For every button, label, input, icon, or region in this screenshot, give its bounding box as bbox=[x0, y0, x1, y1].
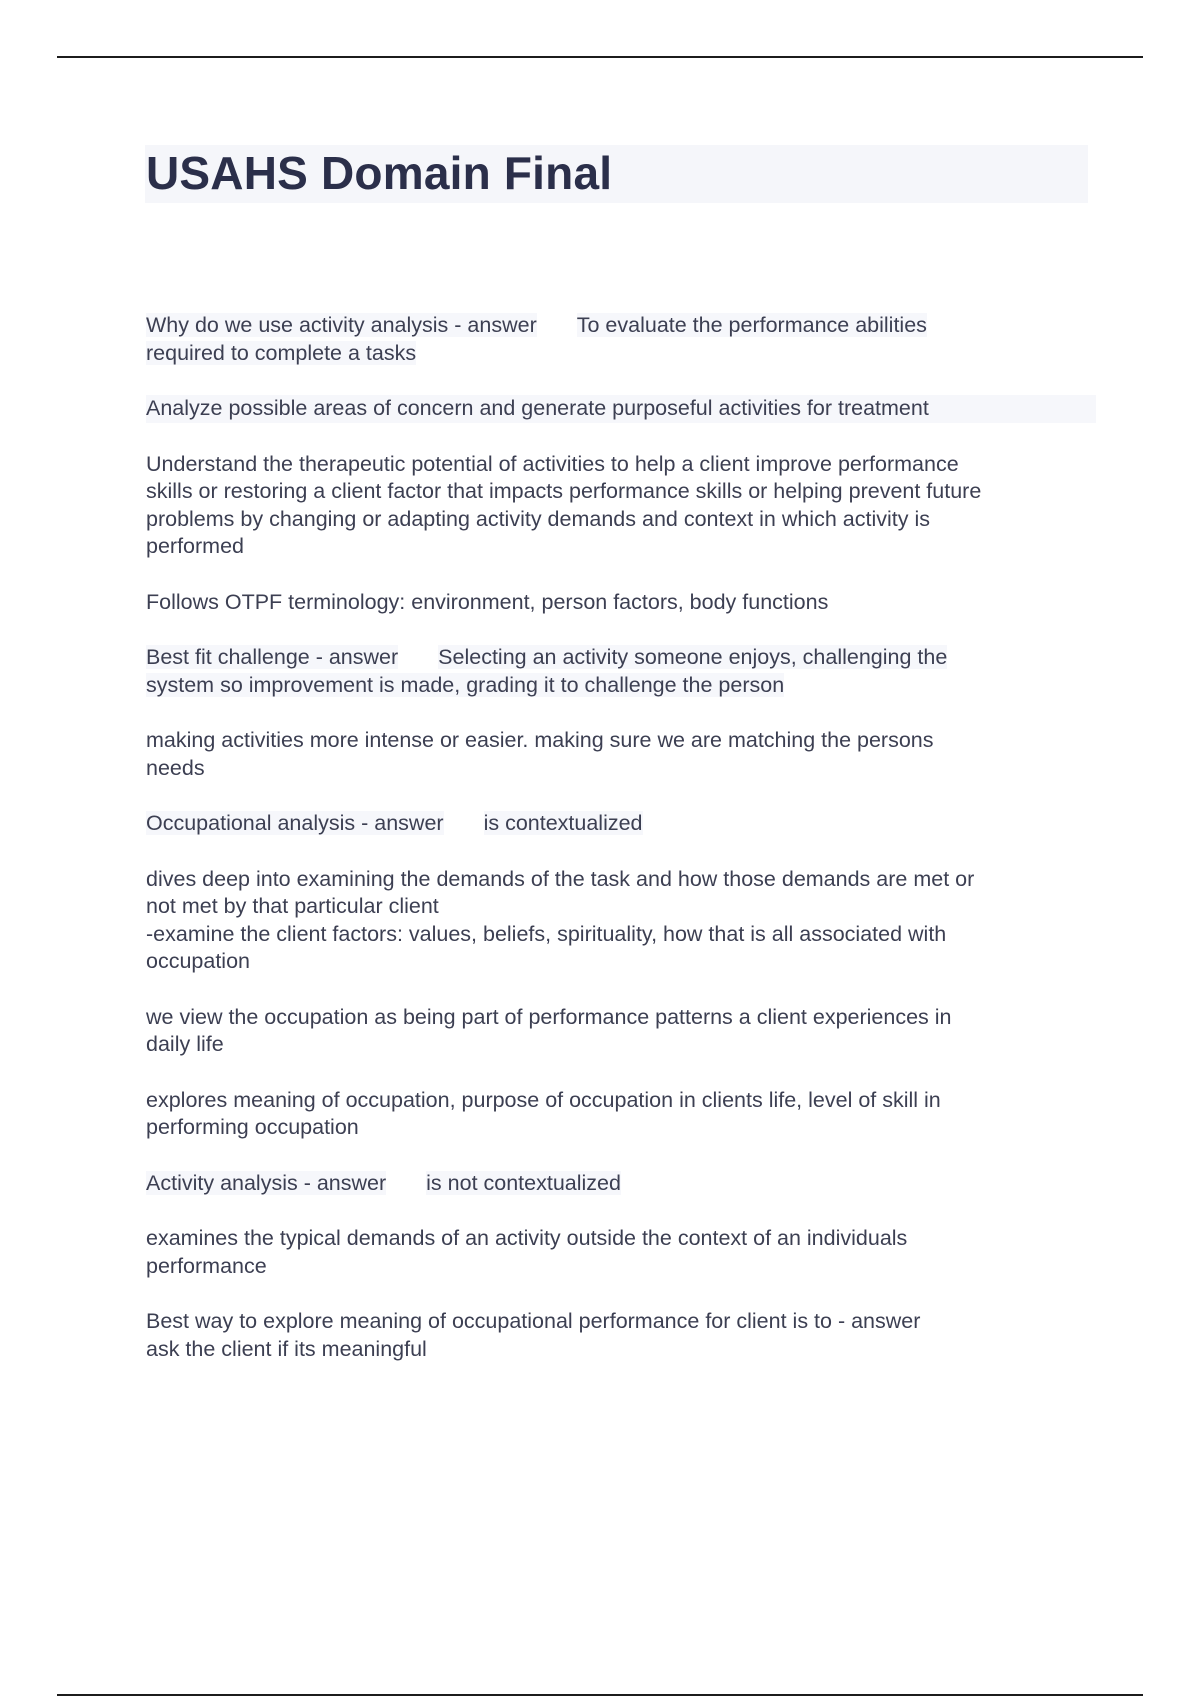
qa-first-line bbox=[146, 1170, 1096, 1198]
answer-paragraph bbox=[146, 1087, 1096, 1142]
paragraph-line: skills or restoring a client factor that impacts performance skills or helping prevent future bbox=[146, 479, 982, 503]
question-text: Best fit challenge - answer bbox=[146, 645, 399, 669]
paragraph-line: daily life bbox=[146, 1032, 224, 1056]
question-text: Why do we use activity analysis - answer bbox=[146, 313, 537, 337]
qa-first-line bbox=[146, 810, 1096, 838]
paragraph-line: explores meaning of occupation, purpose of occupation in clients life, level of skill in bbox=[146, 1087, 941, 1112]
answer-text: is contextualized bbox=[483, 811, 643, 835]
paragraph-line: problems by changing or adapting activity demands and context in which activity is bbox=[146, 506, 930, 531]
paragraph-line: Understand the therapeutic potential of activities to help a client improve performance bbox=[146, 451, 959, 476]
answer-paragraph bbox=[146, 727, 1096, 782]
qa-first-line bbox=[146, 312, 1096, 340]
paragraph-line: examines the typical demands of an activity outside the context of an individuals bbox=[146, 1226, 908, 1250]
qa-item bbox=[146, 644, 1096, 699]
paragraph-line: -examine the client factors: values, beliefs, spirituality, how that is all associated with bbox=[146, 921, 947, 946]
answer-text: To evaluate the performance abilities bbox=[576, 313, 927, 337]
answer-paragraph bbox=[146, 1225, 1096, 1280]
paragraph-line: dives deep into examining the demands of the task and how those demands are met or bbox=[146, 866, 975, 891]
answer-continuation: system so improvement is made, grading it to challenge the person bbox=[146, 672, 785, 697]
paragraph-line: performing occupation bbox=[146, 1115, 359, 1139]
answer-text: Selecting an activity someone enjoys, challenging the bbox=[438, 645, 948, 669]
answer-paragraph bbox=[146, 866, 1096, 976]
qa-item bbox=[146, 1170, 1096, 1198]
paragraph-line: we view the occupation as being part of performance patterns a client experiences in bbox=[146, 1004, 952, 1029]
paragraph-line: occupation bbox=[146, 949, 250, 973]
qa-item bbox=[146, 810, 1096, 838]
paragraph-line: needs bbox=[146, 755, 205, 780]
paragraph-line: ask the client if its meaningful bbox=[146, 1336, 427, 1361]
paragraph-line: performance bbox=[146, 1253, 267, 1278]
top-divider bbox=[57, 56, 1143, 58]
paragraph-line: Follows OTPF terminology: environment, person factors, body functions bbox=[146, 589, 829, 614]
answer-paragraph bbox=[146, 451, 1096, 561]
page-title: USAHS Domain Final bbox=[146, 147, 613, 199]
answer-paragraph bbox=[146, 1004, 1096, 1059]
paragraph-line: Best way to explore meaning of occupational performance for client is to - answer bbox=[146, 1309, 921, 1333]
answer-continuation: required to complete a tasks bbox=[146, 340, 417, 365]
question-text: Activity analysis - answer bbox=[146, 1170, 387, 1195]
answer-paragraph bbox=[146, 395, 1096, 423]
answer-paragraph bbox=[146, 589, 1096, 617]
paragraph-line: performed bbox=[146, 534, 244, 558]
answer-text: is not contextualized bbox=[426, 1170, 621, 1195]
qa-item bbox=[146, 312, 1096, 367]
document-body bbox=[146, 312, 1096, 1391]
paragraph-line: making activities more intense or easier. making sure we are matching the persons bbox=[146, 728, 934, 752]
qa-item bbox=[146, 1308, 1096, 1363]
paragraph-line: not met by that particular client bbox=[146, 894, 439, 918]
paragraph-line: Analyze possible areas of concern and generate purposeful activities for treatment bbox=[146, 395, 1096, 423]
question-text: Occupational analysis - answer bbox=[146, 811, 444, 835]
qa-first-line bbox=[146, 644, 1096, 672]
bottom-divider bbox=[57, 1694, 1143, 1696]
